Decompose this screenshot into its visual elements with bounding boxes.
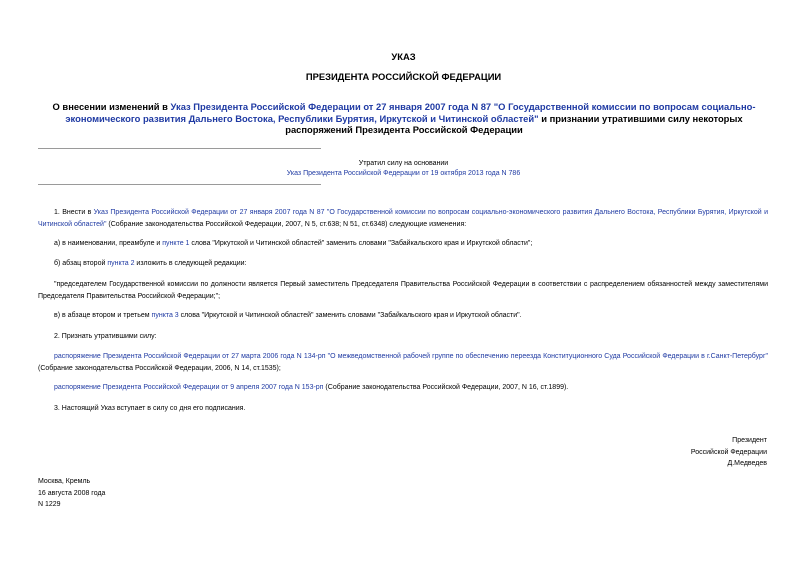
document-title — [48, 101, 760, 136]
paragraph-2: 2. Признать утратившими силу: — [54, 333, 157, 340]
signatory-position: Президент — [732, 437, 767, 444]
paragraph-1b-suffix: изложить в следующей редакции: — [134, 260, 247, 267]
signatory-country: Российской Федерации — [690, 448, 767, 456]
paragraph-1b-prefix: б) абзац второй — [54, 260, 108, 267]
repealed-order-2-suffix: (Собрание законодательства Российской Федерации, 2007, N 16, ст.1899). — [323, 384, 569, 391]
decree-number: N 1229 — [38, 501, 61, 508]
place-date-block — [38, 476, 105, 511]
paragraph-3: 3. Настоящий Указ вступает в силу со дня его подписания. — [54, 405, 246, 412]
issuer-heading: ПРЕЗИДЕНТА РОССИЙСКОЙ ФЕДЕРАЦИИ — [305, 71, 502, 82]
signing-date: 16 августа 2008 года — [38, 489, 106, 497]
repealed-order-1 — [38, 351, 768, 374]
divider-bottom — [38, 184, 321, 185]
paragraph-1-suffix: (Собрание законодательства Российской Федерации, 2007, N 5, ст.638; N 51, ст.6348) следующие изменения: — [106, 220, 467, 228]
document-type-heading: УКАЗ — [391, 51, 416, 62]
signatory-name: Д.Медведев — [727, 460, 767, 467]
paragraph-1c — [38, 310, 768, 322]
item-1-link[interactable]: пункте 1 — [162, 240, 190, 247]
item-2-link[interactable]: пункта 2 — [107, 260, 135, 267]
order-134-rp-link[interactable]: распоряжение Президента Российской Федерации от 27 марта 2006 года N 134-рп "О межведомственной рабочей группе по обеспечению переезда Конституционного Суда Российской Федерации в г.Санкт-Петербург" — [54, 353, 768, 360]
paragraph-1 — [38, 207, 768, 230]
paragraph-1a-suffix: слова "Иркутской и Читинской областей" заменить словами "Забайкальского края и Иркутской области"; — [189, 240, 533, 247]
repealing-decree-link[interactable]: Указ Президента Российской Федерации от 19 октября 2013 года N 786 — [286, 170, 521, 177]
signing-place: Москва, Кремль — [38, 478, 91, 485]
repealed-order-1-suffix: (Собрание законодательства Российской Федерации, 2006, N 14, ст.1535); — [38, 364, 281, 372]
new-wording-quote: "председателем Государственной комиссии по должности является Первый заместитель Председателя Правительства Российской Федерации в соответствии с распределением обязанностей между заместителями Председателя Правительства Российской Федерации;"; — [38, 281, 768, 300]
paragraph-1b — [38, 258, 768, 270]
signature-block — [691, 435, 767, 470]
amended-decree-link[interactable]: Указ Президента Российской Федерации от 27 января 2007 года N 87 "О Государственной комиссии по вопросам социально-экономического развития Дальнего Востока, Республики Бурятия, Иркутской и Читинской областей" — [38, 209, 768, 228]
item-3-link[interactable]: пункта 3 — [151, 312, 179, 319]
title-decree-link[interactable]: Указ Президента Российской Федерации от 27 января 2007 года N 87 "О Государственной комиссии по вопросам социально-экономического развития Дальнего Востока, Республики Бурятия, Иркутской и Читинской областей" — [65, 101, 756, 124]
paragraph-1c-suffix: слова "Иркутской и Читинской областей" заменить словами "Забайкальского края и Иркутской области". — [178, 312, 522, 319]
paragraph-1-prefix: 1. Внести в — [54, 209, 94, 216]
repeal-status-line — [0, 170, 807, 177]
divider-top — [38, 148, 321, 149]
repeal-status-text: Утратил силу на основании — [358, 160, 449, 167]
paragraph-1c-prefix: в) в абзаце втором и третьем — [54, 312, 152, 319]
paragraph-1a — [38, 238, 768, 250]
title-suffix: и признании утратившими силу некоторых распоряжений Президента Российской Федерации — [285, 112, 743, 135]
order-153-rp-link[interactable]: распоряжение Президента Российской Федерации от 9 апреля 2007 года N 153-рп — [54, 384, 324, 391]
paragraph-1a-prefix: а) в наименовании, преамбуле и — [54, 240, 163, 247]
title-prefix: О внесении изменений в — [52, 101, 171, 112]
repealed-order-2 — [38, 382, 768, 394]
